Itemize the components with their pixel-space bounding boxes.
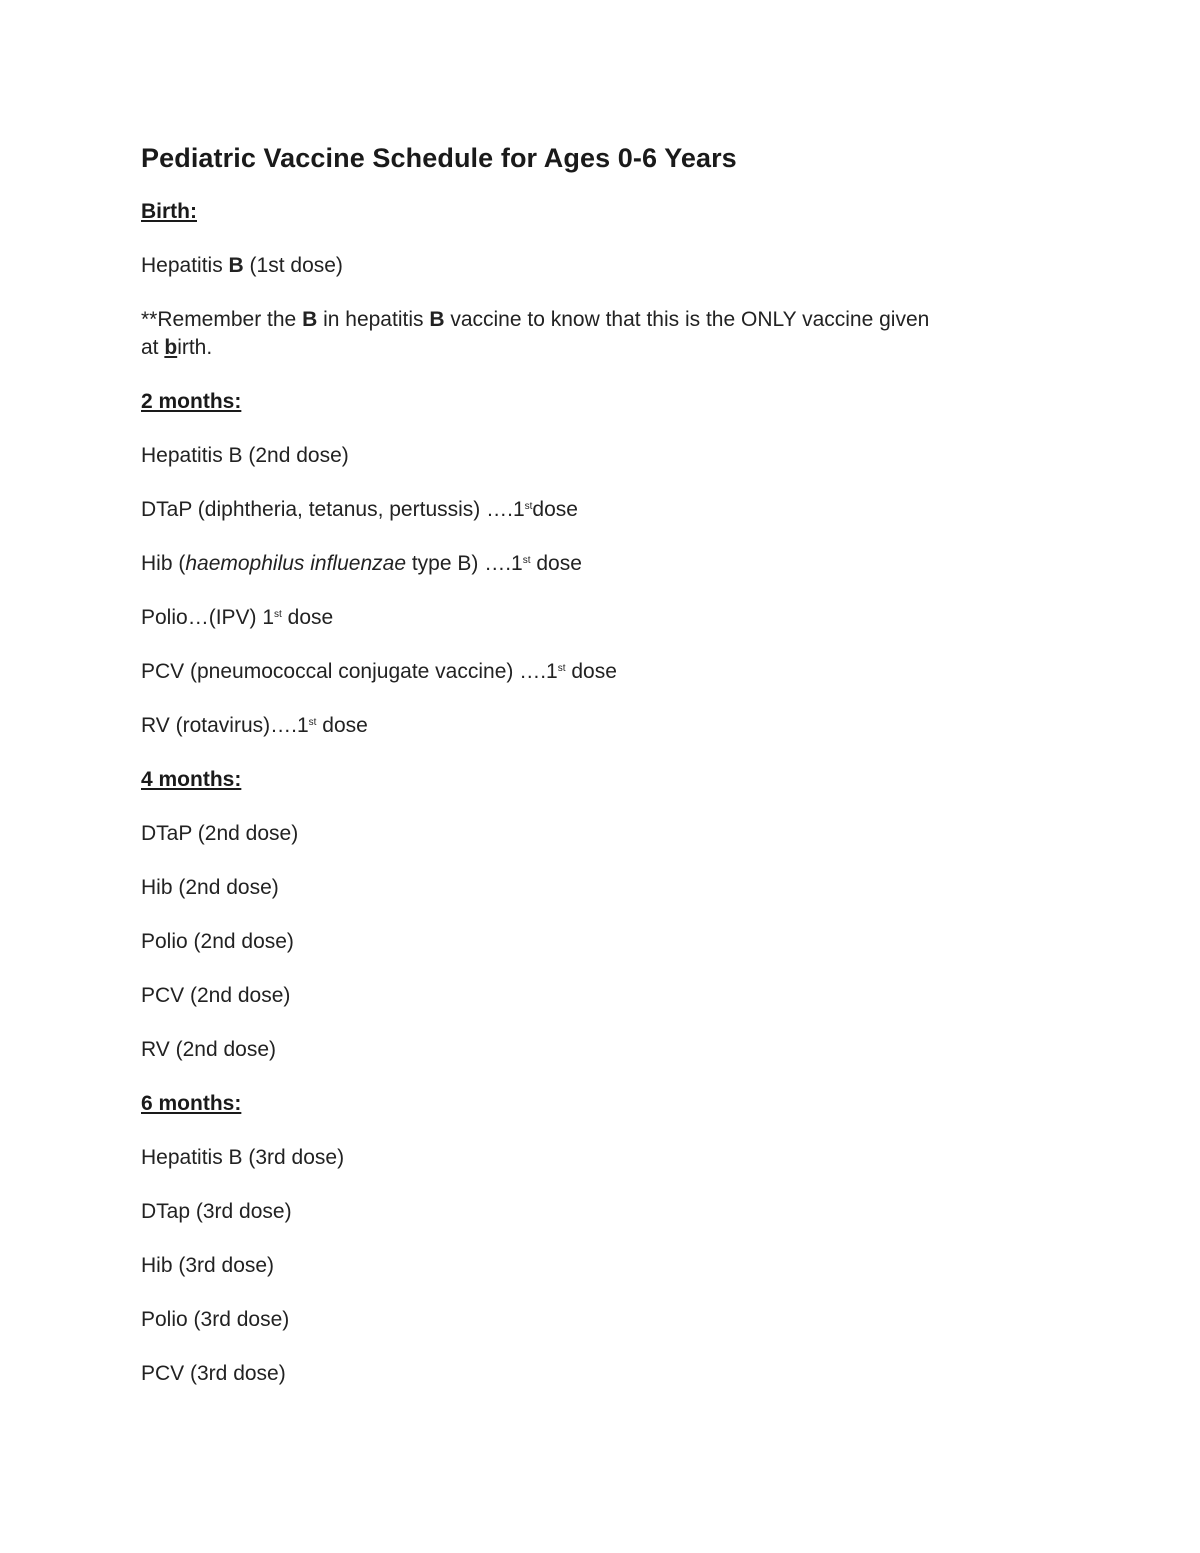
list-item-rv-2m: RV (rotavirus)….1st dose xyxy=(141,714,368,737)
section-heading-4-months: 4 months: xyxy=(141,768,242,791)
list-item: PCV (3rd dose) xyxy=(141,1362,286,1385)
list-item: RV (2nd dose) xyxy=(141,1038,277,1061)
list-item: Polio (2nd dose) xyxy=(141,930,294,953)
list-item: DTaP (2nd dose) xyxy=(141,822,299,845)
list-item-hepb-2m: Hepatitis B (2nd dose) xyxy=(141,444,349,467)
birth-note: **Remember the B in hepatitis B vaccine to know that this is the ONLY vaccine given at birth. xyxy=(141,308,930,359)
list-item-hepb-birth: Hepatitis B (1st dose) xyxy=(141,254,343,277)
section-heading-2-months: 2 months: xyxy=(141,390,242,413)
list-item-hib-2m: Hib (haemophilus influenzae type B) ….1st dose xyxy=(141,552,582,575)
list-item: Hepatitis B (3rd dose) xyxy=(141,1146,345,1169)
section-heading-6-months: 6 months: xyxy=(141,1092,242,1115)
list-item: Polio (3rd dose) xyxy=(141,1308,290,1331)
document-page xyxy=(141,138,1041,1388)
list-item-dtap-2m: DTaP (diphtheria, tetanus, pertussis) ….1stdose xyxy=(141,498,578,521)
list-item: Hib (3rd dose) xyxy=(141,1254,275,1277)
list-item-pcv-2m: PCV (pneumococcal conjugate vaccine) ….1st dose xyxy=(141,660,617,683)
page-title: Pediatric Vaccine Schedule for Ages 0-6 Years xyxy=(141,143,737,173)
section-heading-birth: Birth: xyxy=(141,200,197,223)
list-item: PCV (2nd dose) xyxy=(141,984,291,1007)
list-item-polio-2m: Polio…(IPV) 1st dose xyxy=(141,606,334,629)
list-item: DTap (3rd dose) xyxy=(141,1200,292,1223)
list-item: Hib (2nd dose) xyxy=(141,876,279,899)
